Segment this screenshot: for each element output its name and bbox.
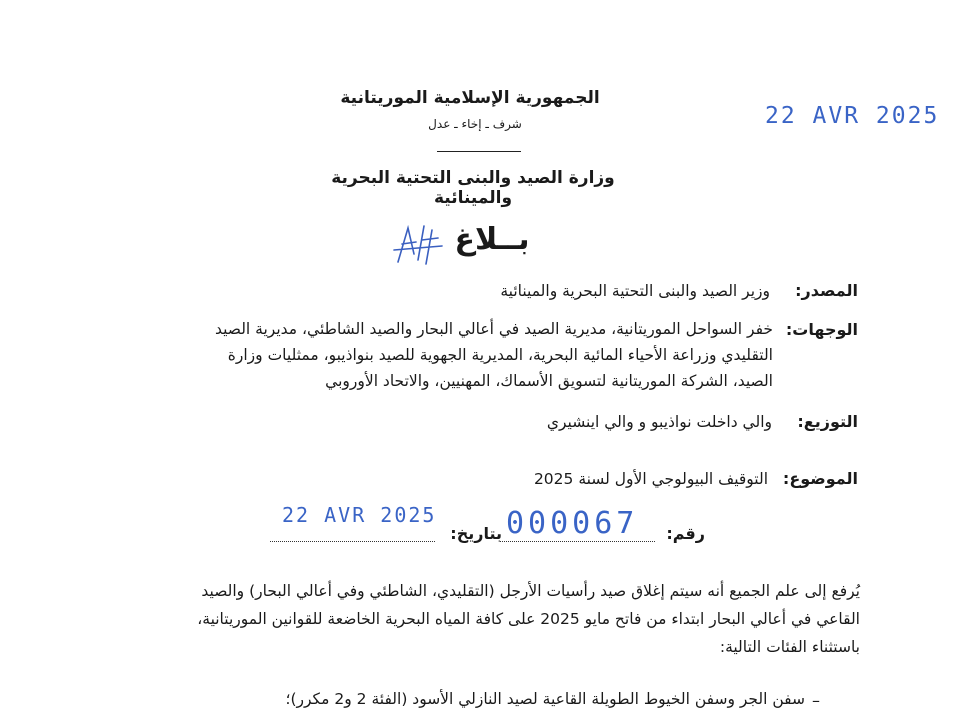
date-stamp-reference: 22 AVR 2025 bbox=[282, 503, 437, 527]
republic-name: الجمهورية الإسلامية الموريتانية bbox=[340, 88, 600, 108]
signature-initials bbox=[392, 220, 446, 268]
ministry-name: وزارة الصيد والبنى التحتية البحرية والمينائية bbox=[331, 168, 615, 208]
number-stamp: 000067 bbox=[506, 506, 639, 541]
date-dotted-line bbox=[270, 541, 435, 542]
motto: شرف ـ إخاء ـ عدل bbox=[428, 117, 522, 131]
body-line-1: يُرفع إلى علم الجميع أنه سيتم إغلاق صيد رأسيات الأرجل (التقليدي، الشاطئي وفي أعالي البحار) والصيد bbox=[201, 582, 860, 600]
distribution-label: التوزيع: bbox=[797, 412, 858, 431]
number-dotted-line bbox=[500, 541, 655, 542]
header-divider bbox=[437, 151, 521, 152]
recipients-label: الوجهات: bbox=[785, 320, 858, 339]
source-label: المصدر: bbox=[795, 281, 858, 300]
distribution-value: والي داخلت نواذيبو و والي اينشيري bbox=[546, 413, 772, 431]
recipients-line-1: خفر السواحل الموريتانية، مديرية الصيد في أعالي البحار والصيد الشاطئي، مديرية الصيد bbox=[214, 320, 773, 338]
body-line-3: باستثناء الفئات التالية: bbox=[719, 638, 860, 656]
recipients-line-2: التقليدي وزراعة الأحياء المائية البحرية، المديرية الجهوية للصيد بنواذيبو، ممثليات وزارة bbox=[227, 346, 773, 364]
bullet-item-1: سفن الجر وسفن الخيوط الطويلة القاعية لصيد النازلي الأسود (الفئة 2 و2 مكرر)؛ bbox=[285, 690, 805, 708]
body-line-2: القاعي في أعالي البحار ابتداء من فاتح مايو 2025 على كافة المياه البحرية الخاضعة للقوانين الموريتانية، bbox=[197, 610, 860, 628]
date-stamp-top: 22 AVR 2025 bbox=[765, 103, 940, 129]
number-label: رقم: bbox=[666, 524, 705, 543]
recipients-line-3: الصيد، الشركة الموريتانية لتسويق الأسماك، المهنيين، والاتحاد الأوروبي bbox=[325, 372, 773, 390]
source-value: وزير الصيد والبنى التحتية البحرية والمينائية bbox=[500, 282, 770, 300]
bullet-marker: – bbox=[812, 691, 820, 710]
document-title: بــلاغ bbox=[454, 222, 530, 257]
date-label: بتاريخ: bbox=[450, 524, 502, 543]
subject-value: التوقيف البيولوجي الأول لسنة 2025 bbox=[533, 470, 768, 488]
subject-label: الموضوع: bbox=[782, 469, 858, 488]
